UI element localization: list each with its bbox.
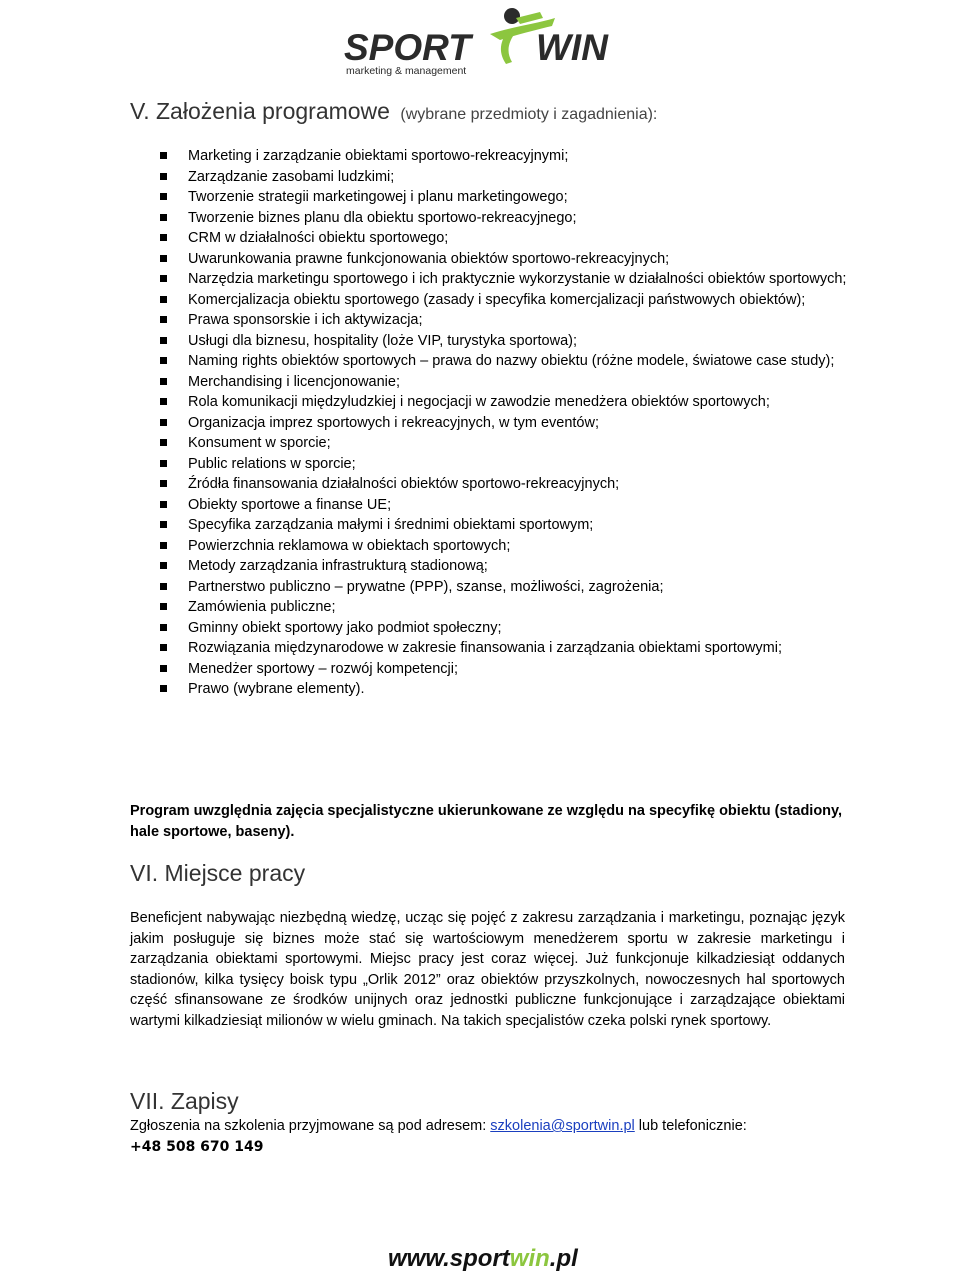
square-bullet-icon [160,255,167,262]
square-bullet-icon [160,316,167,323]
square-bullet-icon [160,460,167,467]
square-bullet-icon [160,296,167,303]
section-5-title: V. Założenia programowe [130,98,390,124]
square-bullet-icon [160,562,167,569]
topic-text: Tworzenie biznes planu dla obiektu sportowo-rekreacyjnego; [188,209,577,226]
topic-list-item [188,351,848,372]
square-bullet-icon [160,357,167,364]
topic-text: Menedżer sportowy – rozwój kompetencji; [188,660,458,677]
logo-brand-right: WIN [536,27,608,68]
topic-list-item [188,618,848,639]
topic-text: Partnerstwo publiczno – prywatne (PPP), szanse, możliwości, zagrożenia; [188,578,664,595]
logo-brand-left: SPORT [344,27,471,68]
square-bullet-icon [160,603,167,610]
enrollment-text-after: lub telefonicznie: [634,1118,747,1134]
topic-text: Marketing i zarządzanie obiektami sportowo-rekreacyjnymi; [188,148,569,164]
square-bullet-icon [160,275,167,282]
topic-text: Public relations w sporcie; [188,455,356,472]
footer-url-part3: .pl [549,1245,578,1272]
topic-list-item [188,290,848,311]
topic-text: Rola komunikacji międzyludzkiej i negocjacji w zawodzie menedżera obiektów sportowych; [188,394,770,410]
topic-list-item [188,577,848,598]
square-bullet-icon [160,419,167,426]
footer-url-part2: win [509,1245,550,1272]
footer-website [388,1245,578,1273]
topic-list-item [188,495,848,516]
topic-list-item [188,433,848,454]
section-7-text [130,1116,845,1157]
square-bullet-icon [160,173,167,180]
topic-text: Specyfika zarządzania małymi i średnimi obiektami sportowym; [188,517,594,533]
topic-text: Tworzenie strategii marketingowej i planu marketingowego; [188,189,568,205]
square-bullet-icon [160,521,167,528]
square-bullet-icon [160,501,167,508]
topic-list-item [188,269,848,290]
square-bullet-icon [160,685,167,692]
square-bullet-icon [160,193,167,200]
topic-list-item [188,638,848,659]
section-5-heading [130,98,657,125]
topic-list-item [188,392,848,413]
square-bullet-icon [160,542,167,549]
topic-text: Gminny obiekt sportowy jako podmiot społeczny; [188,619,502,636]
topic-text: Komercjalizacja obiektu sportowego (zasady i specyfika komercjalizacji państwowych obiektów); [188,291,806,308]
program-topics-list [188,146,848,700]
topic-text: Metody zarządzania infrastrukturą stadionową; [188,558,488,574]
footer-url-part1: www.sport [388,1245,510,1272]
square-bullet-icon [160,644,167,651]
topic-text: Rozwiązania międzynarodowe w zakresie finansowania i zarządzania obiektami sportowymi; [188,640,782,656]
square-bullet-icon [160,439,167,446]
topic-text: Uwarunkowania prawne funkcjonowania obiektów sportowo-rekreacyjnych; [188,250,670,267]
square-bullet-icon [160,234,167,241]
topic-text: Usługi dla biznesu, hospitality (loże VIP, turystyka sportowa); [188,332,577,349]
topic-text: Powierzchnia reklamowa w obiektach sportowych; [188,537,511,554]
topic-list-item [188,310,848,331]
topic-text: Merchandising i licencjonowanie; [188,373,400,390]
topic-list-item [188,679,848,700]
topic-list-item [188,474,848,495]
topic-text: Prawo (wybrane elementy). [188,681,365,697]
topic-text: Zarządzanie zasobami ludzkimi; [188,168,395,185]
topic-list-item [188,556,848,577]
sportwin-logo-graphic [340,4,630,78]
topic-text: Naming rights obiektów sportowych – prawa do nazwy obiektu (różne modele, światowe case study); [188,353,835,369]
section-5-subtitle: (wybrane przedmioty i zagadnienia): [400,106,658,123]
square-bullet-icon [160,398,167,405]
topic-text: Źródła finansowania działalności obiektów sportowo-rekreacyjnych; [188,476,620,492]
square-bullet-icon [160,583,167,590]
topic-text: Konsument w sporcie; [188,435,331,451]
section-7-title: VII. Zapisy [130,1088,239,1114]
square-bullet-icon [160,480,167,487]
topic-list-item [188,372,848,393]
enrollment-text-before: Zgłoszenia na szkolenia przyjmowane są pod adresem: [130,1118,491,1134]
topic-list-item [188,413,848,434]
enrollment-phone: +48 508 670 149 [130,1138,264,1155]
topic-list-item [188,228,848,249]
square-bullet-icon [160,337,167,344]
logo-tagline: marketing & management [346,65,467,77]
square-bullet-icon [160,214,167,221]
square-bullet-icon [160,378,167,385]
sportwin-logo [340,4,630,78]
topic-text: CRM w działalności obiektu sportowego; [188,230,449,246]
topic-list-item [188,597,848,618]
program-note: Program uwzględnia zajęcia specjalistyczne ukierunkowane ze względu na specyfikę obiektu (stadiony, hale sportowe, baseny). [130,803,843,840]
topic-list-item [188,187,848,208]
section-6-title: VI. Miejsce pracy [130,860,306,886]
section-6-text: Beneficjent nabywając niezbędną wiedzę, ucząc się pojęć z zakresu zarządzania i marketingu, poznając język jakim posługuje się biznes może stać się wartościowym menedżerem sportu w zakresie marketingu i zarządzania obiektami sportowymi. Miejsc pracy jest coraz więcej. Już funkcjonuje kilkadziesiąt oddanych stadionów, kilka tysięcy boisk typu „Orlik 2012” oraz obiektów przyszkolnych, nowoczesnych hal sportowych część sfinansowane ze środków unijnych oraz jednostki publiczne funkcjonujące i zarządzające obiektami wartymi kilkadziesiąt milionów w wielu gminach. Na takich specjalistów czeka polski rynek sportowy. [130,910,845,1029]
topic-list-item [188,536,848,557]
square-bullet-icon [160,624,167,631]
topic-text: Narzędzia marketingu sportowego i ich praktycznie wykorzystanie w działalności obiektów sportowych; [188,271,847,287]
topic-text: Obiekty sportowe a finanse UE; [188,496,392,513]
topic-list-item [188,249,848,270]
topic-list-item [188,659,848,680]
topic-list-item [188,146,848,167]
topic-text: Zamówienia publiczne; [188,599,336,615]
topic-text: Organizacja imprez sportowych i rekreacyjnych, w tym eventów; [188,414,599,431]
topic-text: Prawa sponsorskie i ich aktywizacja; [188,312,423,328]
topic-list-item [188,331,848,352]
topic-list-item [188,167,848,188]
topic-list-item [188,454,848,475]
topic-list-item [188,515,848,536]
enrollment-email-link[interactable]: szkolenia@sportwin.pl [490,1118,635,1134]
topic-list-item [188,208,848,229]
square-bullet-icon [160,152,167,159]
square-bullet-icon [160,665,167,672]
